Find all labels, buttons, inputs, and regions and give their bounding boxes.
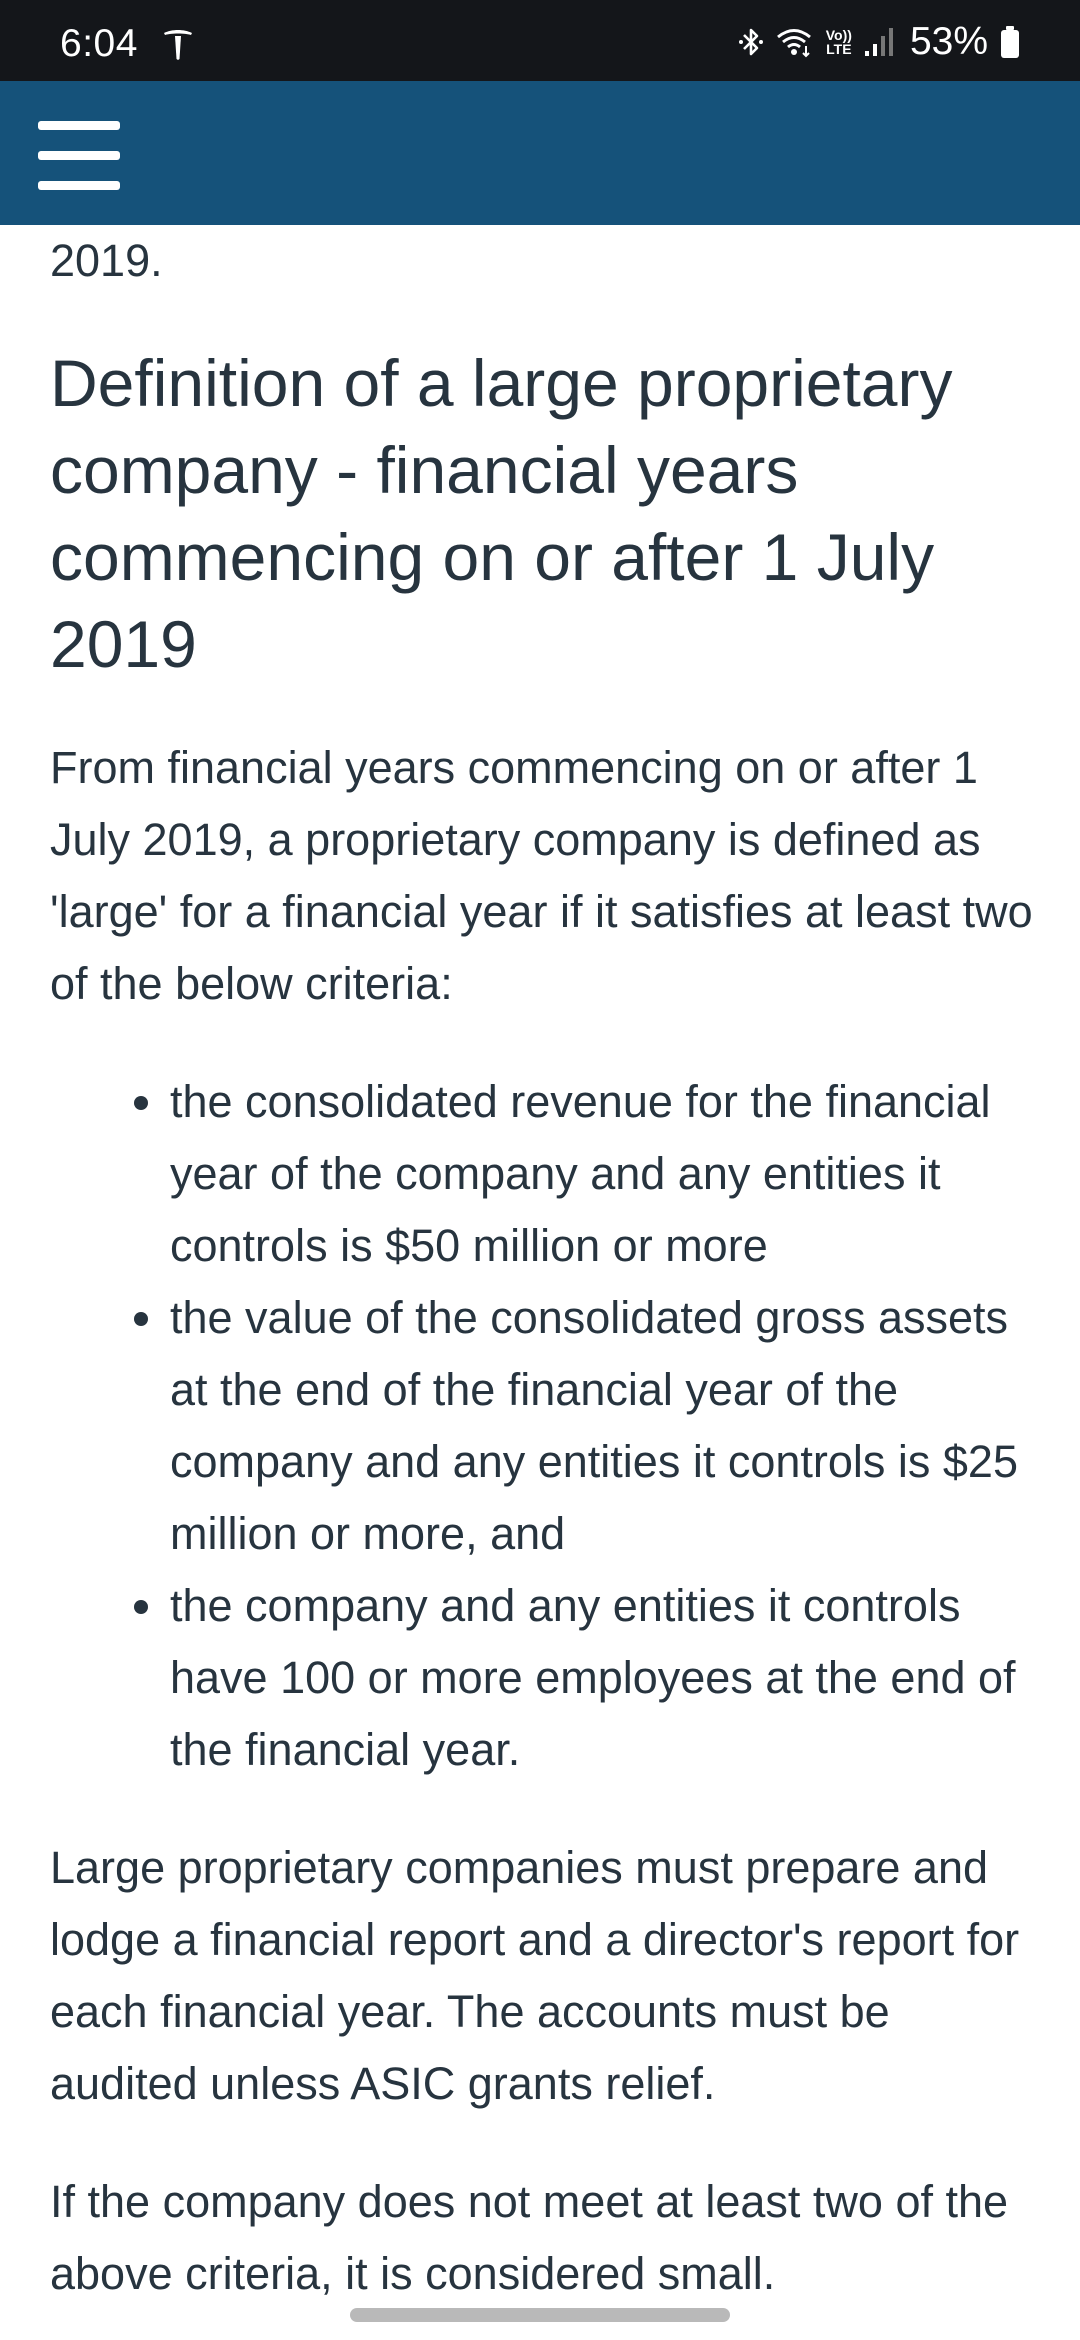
status-bar [0, 0, 1080, 81]
criteria-text: the value of the consolidated gross assets at the end of the financial year of the company and any entities it controls is $25 million or more, and [170, 1292, 1018, 1559]
battery-percentage: 53% [909, 20, 988, 63]
signal-icon [864, 27, 894, 57]
article-content [0, 225, 1080, 2305]
large-companies-paragraph: Large proprietary companies must prepare and lodge a financial report and a director's report for each financial year. The accounts must be audited unless ASIC grants relief. [50, 1842, 1020, 2109]
bluetooth-icon [738, 26, 764, 58]
criteria-not-met-paragraph: If the company does not meet at least two of the above criteria, it is considered small. [50, 2176, 1009, 2299]
bullet-icon [134, 1312, 148, 1326]
volte-label: Vo)) [825, 27, 852, 43]
previous-paragraph-fragment: 2019. [50, 235, 163, 286]
tesla-icon [160, 26, 196, 62]
criteria-list [50, 1066, 1040, 1786]
bullet-icon [134, 1096, 148, 1110]
home-indicator[interactable] [350, 2308, 730, 2322]
section-heading: Definition of a large proprietary company - financial years commencing on or after 1 July 2019 [50, 346, 953, 681]
volte-indicator [826, 28, 852, 56]
battery-icon [1000, 25, 1020, 59]
criteria-text: the consolidated revenue for the financial year of the company and any entities it controls is $50 million or more [170, 1076, 991, 1271]
criteria-item [170, 1282, 1040, 1570]
intro-paragraph: From financial years commencing on or after 1 July 2019, a proprietary company is defined as 'large' for a financial year if it satisfies at least two of the below criteria: [50, 742, 1033, 1009]
hamburger-menu-icon[interactable] [36, 121, 124, 191]
criteria-item [170, 1570, 1040, 1786]
wifi-icon [776, 26, 814, 58]
lte-label: LTE [826, 41, 852, 57]
criteria-text: the company and any entities it controls have 100 or more employees at the end of the financial year. [170, 1580, 1016, 1775]
app-header [0, 81, 1080, 225]
criteria-item [170, 1066, 1040, 1282]
status-icons [738, 22, 1020, 62]
bullet-icon [134, 1600, 148, 1614]
status-time: 6:04 [60, 22, 138, 65]
